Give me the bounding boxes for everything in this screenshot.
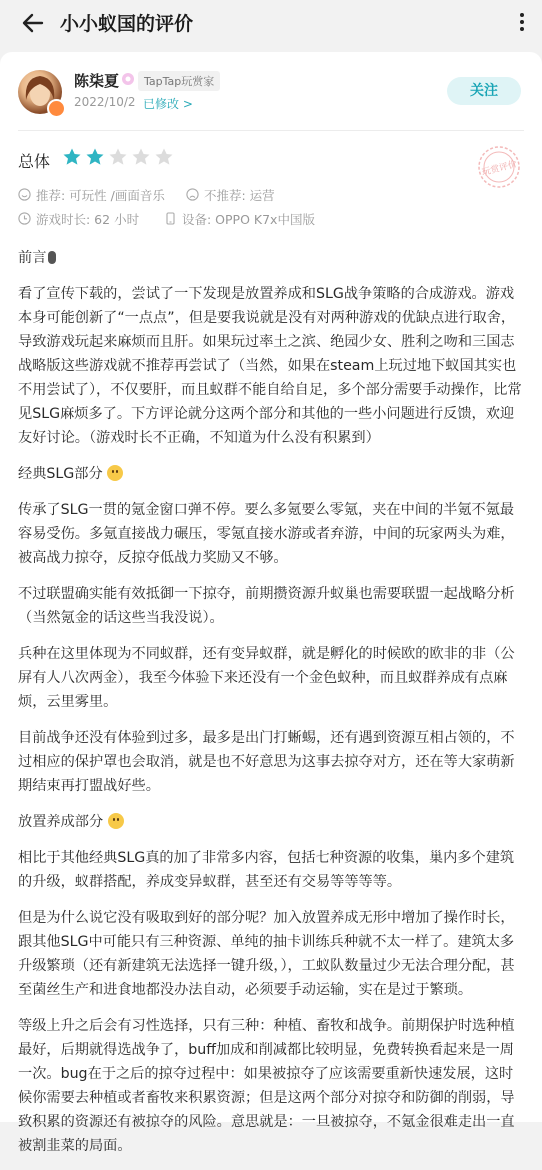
star-empty-icon (108, 147, 128, 167)
back-arrow-icon[interactable] (18, 8, 48, 38)
review-paragraph: 看了宣传下载的，尝试了一下发现是放置养成和SLG战争策略的合成游戏。游戏本身可能创新了“一点点”，但是要我说就是没有对两种游戏的优缺点进行取舍，导致游戏玩起来麻烦而且肝。如果玩过率土之滨、绝园少女、胜利之吻和三国志战略版这些游戏就不推荐再尝试了（当然，如果在steam上玩过地下蚁国其实也不用尝试了），不仅要肝，而且蚁群不能自给自足，多个部分需要手动操作，比常见SLG麻烦多了。下方评论就分这两个部分和其他的一些小问题进行反馈，欢迎友好讨论。（游戏时长不正确，不知道为什么没有积累到） (18, 286, 522, 446)
review-paragraph: 但是为什么说它没有吸取到好的部分呢？加入放置养成无形中增加了操作时长，跟其他SLG中可能只有三种资源、单纯的抽卡训练兵种就不太一样了。建筑太多升级繁琐（还有新建筑无法选择一键升级，），工蚁队数量过少无法合理分配，甚至菌丝生产和进食地都没办法自动，必须要手动运输，实在是过于繁琐。 (18, 910, 515, 998)
section-heading: 放置养成部分 (18, 810, 525, 834)
overall-rating-label: 总体 (18, 152, 51, 171)
section-heading: 经典SLG部分 (18, 462, 525, 486)
top-bar (0, 0, 542, 50)
player-tag: TapTap玩赏家 (138, 71, 220, 91)
review-paragraph: 目前战争还没有体验到过多，最多是出门打蜥蜴，还有遇到资源互相占领的，不过相应的保护罩也会取消，就是也不好意思为这事去掠夺对方，还在等大家萌新期结束再打盟战好些。 (18, 730, 515, 794)
clock-icon (18, 212, 31, 225)
phone-icon (164, 212, 177, 225)
star-filled-icon (85, 147, 105, 167)
star-empty-icon (131, 147, 151, 167)
stamp-text: 玩赏评价 (480, 159, 519, 179)
review-paragraph: 兵种在这里体现为不同蚁群，还有变异蚁群，就是孵化的时候欧的欧非的非（公屏有人八次两金），我至今体验下来还没有一个金色蚁种，而且蚁群养成有点麻烦，云里雾里。 (18, 646, 515, 710)
verified-flower-icon (121, 72, 135, 86)
review-paragraph: 相比于其他经典SLG真的加了非常多内容，包括七种资源的收集，巢内多个建筑的升级，蚁群搭配，养成变异蚁群，甚至还有交易等等等等。 (18, 850, 515, 890)
not-recommend-text: 不推荐: 运营 (204, 188, 275, 203)
follow-button[interactable]: 关注 (447, 77, 521, 105)
review-paragraph: 等级上升之后会有习性选择，只有三种：种植、畜牧和战争。前期保护时选种植最好，后期就得选战争了，buff加成和削减都比较明显，免费转换看起来是一周一次。bug在于之后的掠夺过程中：如果被掠夺了应该需要重新快速发展，这时候你需要去种植或者畜牧来积累资源；但是这两个部分对掠夺和防御的削弱，导致积累的资源还有被掠夺的风险。意思就是：一旦被掠夺，不氪金很难走出一直被割韭菜的局面。 (18, 1018, 515, 1154)
review-card (0, 52, 542, 1154)
player-badge-icon (47, 99, 66, 118)
smile-emoji-icon (107, 465, 123, 481)
reviewer-stamp-icon (476, 144, 522, 190)
recommend-text: 推荐: 可玩性 /画面音乐 (36, 188, 165, 203)
playtime-text: 游戏时长: 62 小时 (36, 212, 140, 227)
frown-emoji-icon (108, 813, 124, 829)
page-title: 小小蚁国的评价 (60, 13, 194, 35)
thumbs-up-icon (18, 188, 31, 201)
thumbs-down-icon (186, 188, 199, 201)
device-text: 设备: OPPO K7x中国版 (182, 212, 315, 227)
star-empty-icon (154, 147, 174, 167)
microphone-icon (48, 251, 56, 264)
star-filled-icon (62, 147, 82, 167)
user-name[interactable]: 陈柒夏 (74, 72, 120, 90)
post-date: 2022/10/2 (74, 95, 136, 109)
edited-link[interactable]: 已修改 > (143, 97, 193, 111)
section-heading: 前言 (18, 246, 525, 270)
review-body (18, 246, 525, 1170)
more-options-icon[interactable] (516, 10, 528, 34)
review-paragraph: 不过联盟确实能有效抵御一下掠夺，前期攒资源升蚁巢也需要联盟一起战略分析（当然氪金的话这些当我没说）。 (18, 586, 515, 626)
divider (18, 130, 524, 131)
review-paragraph: 传承了SLG一贯的氪金窗口弹不停。要么多氪要么零氪，夹在中间的半氪不氪最容易受伤。多氪直接战力碾压，零氪直接水游或者弃游，中间的玩家两头为难，被高战力掠夺，反掠夺低战力奖励又不够。 (18, 502, 515, 566)
